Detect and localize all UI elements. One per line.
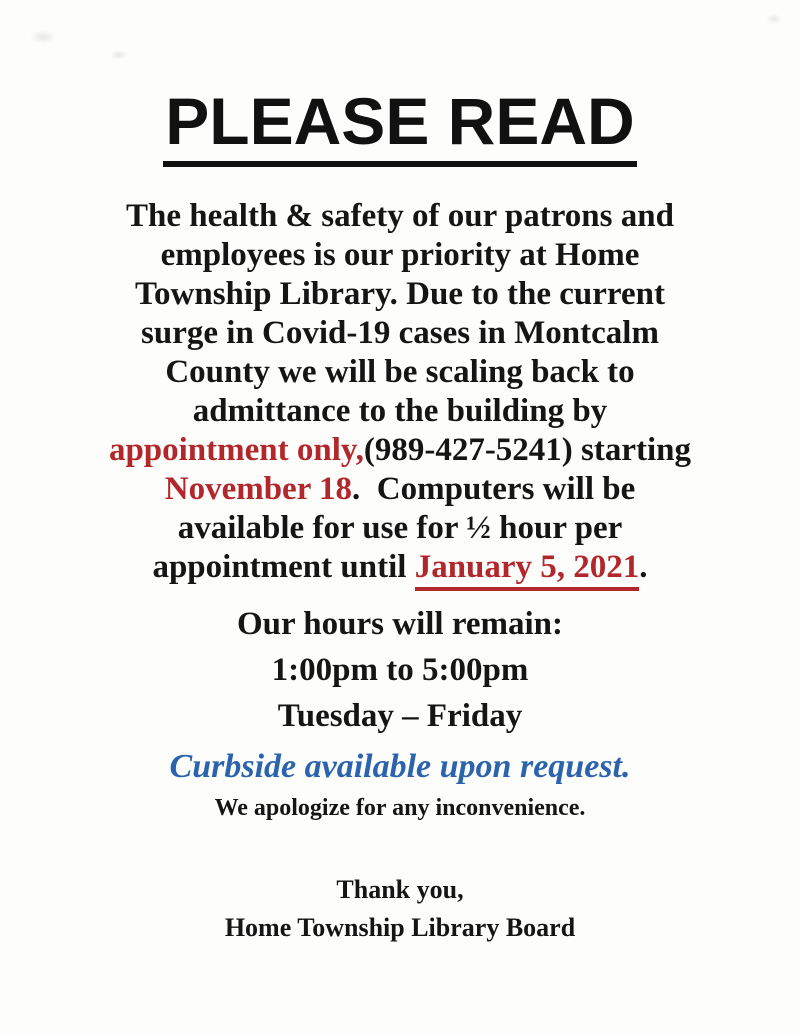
- paragraph-line: County we will be scaling back to: [165, 354, 635, 390]
- paragraph-line: available for use for ½ hour per: [177, 510, 623, 546]
- appointment-only-highlight: appointment only,: [108, 432, 364, 468]
- paragraph-line: The health & safety of our patrons and: [126, 198, 674, 234]
- hours-block: [0, 601, 800, 739]
- paragraph-line-appointment: [0, 431, 800, 470]
- page-title: PLEASE READ: [163, 88, 636, 167]
- hours-days: Tuesday – Friday: [277, 698, 523, 734]
- notice-paragraph: [0, 197, 800, 591]
- paragraph-line-end-date: [0, 548, 800, 591]
- apology-note: We apologize for any inconvenience.: [214, 795, 586, 821]
- hours-heading: Our hours will remain:: [236, 606, 564, 642]
- computers-text: . Computers will be: [352, 471, 636, 507]
- title-block: [0, 84, 800, 167]
- hours-time: 1:00pm to 5:00pm: [271, 652, 529, 688]
- until-text: appointment until: [152, 549, 415, 585]
- paragraph-line: surge in Covid-19 cases in Montcalm: [141, 315, 659, 351]
- paragraph-line: employees is our priority at Home: [160, 237, 640, 273]
- phone-number-text: (989-427-5241) starting: [363, 432, 692, 468]
- period-text: .: [639, 549, 648, 585]
- closing-thanks: Thank you,: [336, 875, 464, 904]
- curbside-note: Curbside available upon request.: [169, 748, 631, 785]
- paragraph-line: Township Library. Due to the current: [135, 276, 665, 312]
- paragraph-line-start-date: [0, 470, 800, 509]
- january-5-2021-highlight: January 5, 2021: [415, 551, 640, 591]
- november-18-highlight: November 18: [164, 471, 353, 507]
- paragraph-line: admittance to the building by: [192, 393, 608, 429]
- closing-block: [0, 871, 800, 947]
- closing-signature: Home Township Library Board: [224, 913, 576, 942]
